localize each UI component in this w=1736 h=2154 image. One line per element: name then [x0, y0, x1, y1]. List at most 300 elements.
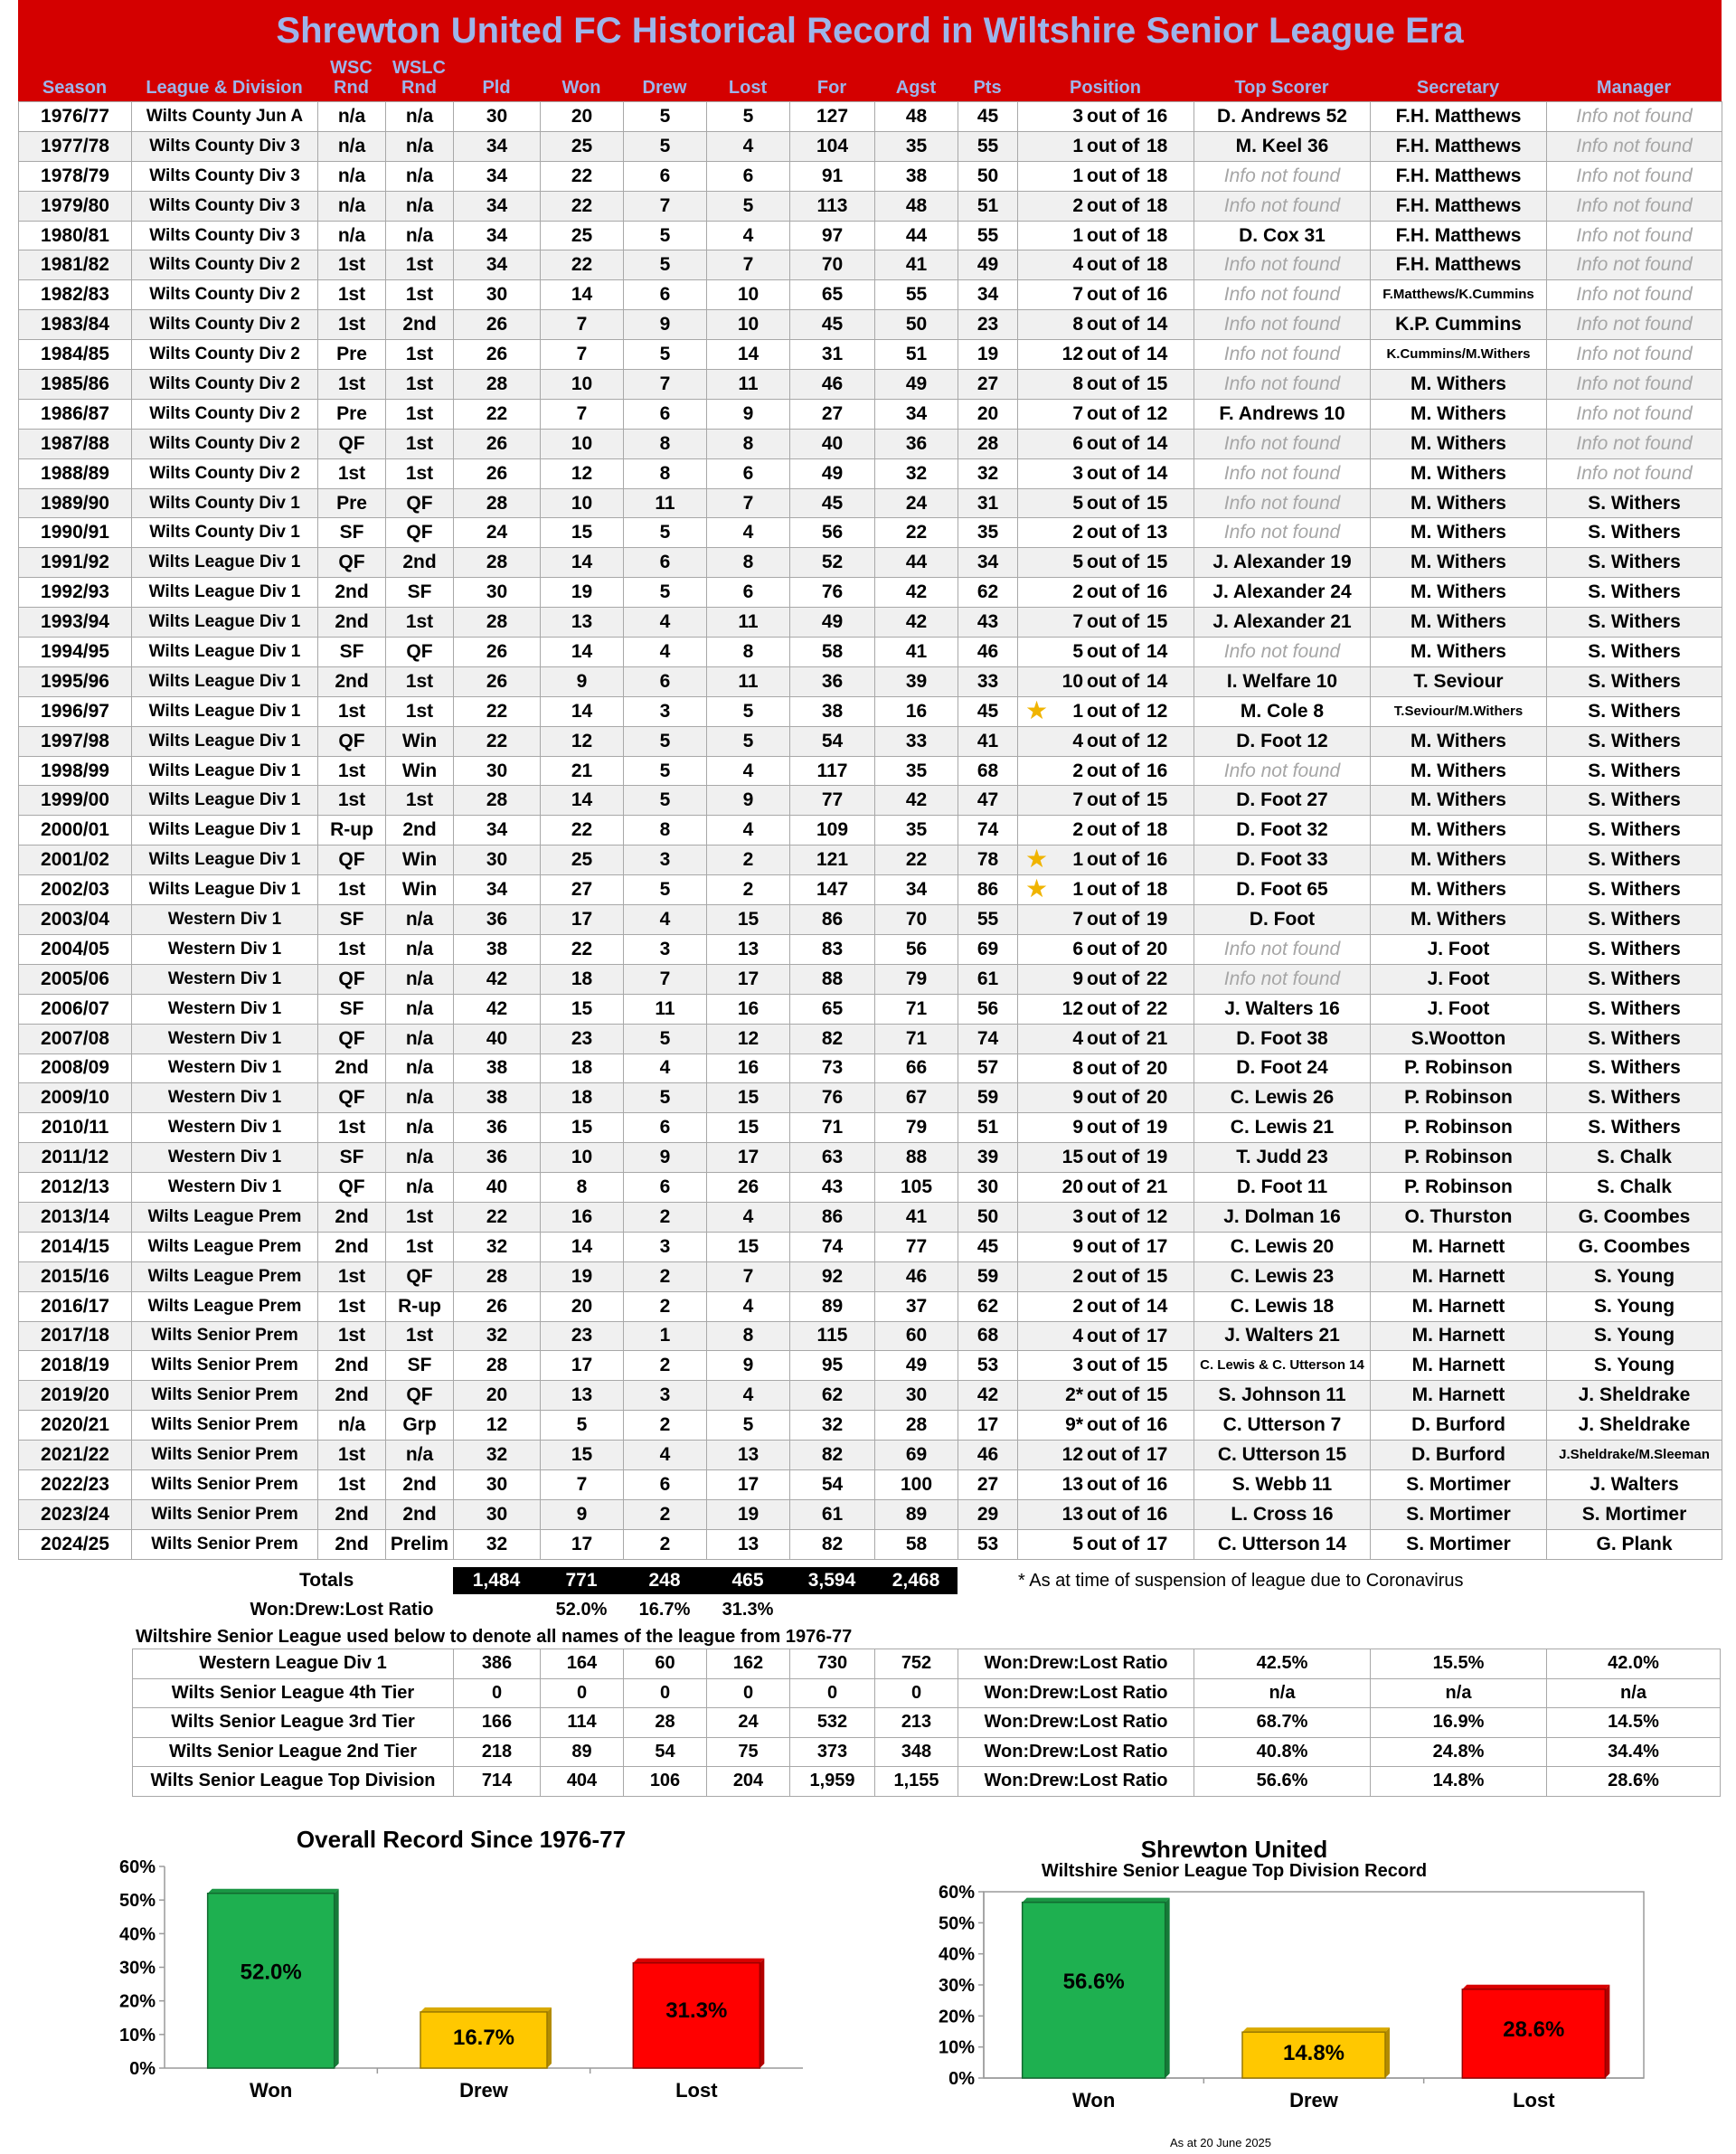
- cell-won: 13: [541, 1381, 624, 1411]
- cell-points: 62: [958, 578, 1018, 608]
- cell-manager: S. Withers: [1547, 964, 1722, 994]
- cell-season: 2006/07: [19, 994, 132, 1024]
- position-number: 10: [1061, 670, 1083, 692]
- summary-cell: 532: [790, 1708, 875, 1738]
- season-row: [19, 905, 1722, 935]
- cell-position: 9* out of 16: [1018, 1411, 1194, 1441]
- cell-won: 27: [541, 875, 624, 905]
- cell-wsc-round: 1st: [318, 1469, 386, 1499]
- cell-season: 2007/08: [19, 1024, 132, 1053]
- cell-league: Wilts League Div 1: [132, 578, 318, 608]
- cell-wsc-round: QF: [318, 726, 386, 756]
- cell-position: 13 out of 16: [1018, 1499, 1194, 1529]
- cell-secretary: M. Withers: [1371, 816, 1547, 846]
- cell-played: 26: [454, 638, 541, 667]
- season-row: [19, 846, 1722, 875]
- cell-wslc-round: 1st: [386, 666, 454, 696]
- cell-drew: 5: [624, 756, 707, 786]
- summary-cell: 162: [707, 1649, 790, 1679]
- cell-season: 1977/78: [19, 131, 132, 161]
- cell-goals-for: 65: [790, 994, 875, 1024]
- cell-league: Western Div 1: [132, 994, 318, 1024]
- cell-drew: 4: [624, 905, 707, 935]
- cell-secretary: K.Cummins/M.Withers: [1371, 340, 1547, 370]
- cell-secretary: M. Withers: [1371, 458, 1547, 488]
- summary-cell: 16.9%: [1371, 1708, 1547, 1738]
- bar-value-label: 16.7%: [452, 2025, 515, 2050]
- cell-top-scorer: J. Alexander 21: [1194, 608, 1371, 638]
- cell-drew: 5: [624, 1024, 707, 1053]
- summary-cell: Won:Drew:Lost Ratio: [958, 1649, 1194, 1679]
- position-number: 3: [1072, 1205, 1083, 1227]
- totals-note: * As at time of suspension of league due to Coronavirus: [1018, 1571, 1464, 1591]
- cell-season: 1994/95: [19, 638, 132, 667]
- cell-goals-against: 41: [875, 638, 958, 667]
- cell-secretary: F.H. Matthews: [1371, 191, 1547, 221]
- cell-wslc-round: 2nd: [386, 816, 454, 846]
- cell-points: 29: [958, 1499, 1018, 1529]
- cell-goals-for: 76: [790, 1083, 875, 1113]
- cell-lost: 4: [707, 816, 790, 846]
- cell-goals-against: 16: [875, 696, 958, 726]
- cell-wsc-round: 1st: [318, 1321, 386, 1351]
- cell-goals-against: 22: [875, 846, 958, 875]
- cell-lost: 9: [707, 1351, 790, 1381]
- cell-lost: 17: [707, 964, 790, 994]
- cell-won: 22: [541, 161, 624, 191]
- cell-lost: 13: [707, 1441, 790, 1470]
- cell-manager: Info not found: [1547, 102, 1722, 132]
- cell-wslc-round: 1st: [386, 340, 454, 370]
- bar-side: [335, 1889, 339, 2068]
- cell-played: 28: [454, 1351, 541, 1381]
- cell-league: Wilts League Div 1: [132, 875, 318, 905]
- cell-points: 55: [958, 905, 1018, 935]
- summary-cell: 1,155: [875, 1767, 958, 1797]
- summary-row: [133, 1678, 1721, 1708]
- cell-goals-for: 82: [790, 1529, 875, 1559]
- cell-secretary: P. Robinson: [1371, 1143, 1547, 1173]
- cell-position: 13 out of 16: [1018, 1469, 1194, 1499]
- cell-goals-against: 88: [875, 1143, 958, 1173]
- cell-goals-against: 41: [875, 1202, 958, 1232]
- position-out-of: out of: [1087, 1355, 1140, 1376]
- cell-wslc-round: n/a: [386, 1113, 454, 1143]
- cell-goals-for: 63: [790, 1143, 875, 1173]
- position-number: 1: [1072, 879, 1083, 901]
- season-row: [19, 1351, 1722, 1381]
- cell-won: 14: [541, 280, 624, 310]
- cell-top-scorer: Info not found: [1194, 488, 1371, 518]
- cell-drew: 4: [624, 608, 707, 638]
- cell-wsc-round: n/a: [318, 191, 386, 221]
- cell-manager: Info not found: [1547, 280, 1722, 310]
- cell-manager: S. Chalk: [1547, 1143, 1722, 1173]
- summary-cell: 40.8%: [1194, 1737, 1371, 1767]
- cell-league: Western Div 1: [132, 1143, 318, 1173]
- cell-secretary: F.H. Matthews: [1371, 102, 1547, 132]
- cell-wslc-round: 1st: [386, 370, 454, 400]
- cell-wslc-round: n/a: [386, 221, 454, 250]
- summary-row: [133, 1737, 1721, 1767]
- cell-played: 36: [454, 905, 541, 935]
- summary-cell: 28: [624, 1708, 707, 1738]
- summary-cell: 14.5%: [1547, 1708, 1721, 1738]
- cell-league: Western Div 1: [132, 934, 318, 964]
- cell-season: 2018/19: [19, 1351, 132, 1381]
- cell-won: 18: [541, 964, 624, 994]
- cell-secretary: P. Robinson: [1371, 1083, 1547, 1113]
- cell-lost: 9: [707, 786, 790, 816]
- cell-secretary: M. Withers: [1371, 578, 1547, 608]
- chart2-title: Shrewton United: [1140, 1836, 1328, 1863]
- y-tick-label: 50%: [938, 1913, 975, 1934]
- cell-wslc-round: QF: [386, 638, 454, 667]
- cell-wsc-round: SF: [318, 518, 386, 548]
- position-number: 9: [1072, 1235, 1083, 1257]
- cell-drew: 5: [624, 250, 707, 280]
- position-out-of: out of: [1087, 373, 1140, 395]
- cell-won: 7: [541, 399, 624, 429]
- cell-manager: S. Withers: [1547, 726, 1722, 756]
- cell-manager: Info not found: [1547, 161, 1722, 191]
- season-row: [19, 875, 1722, 905]
- position-out-of: out of: [1087, 254, 1140, 276]
- cell-league: Wilts Senior Prem: [132, 1469, 318, 1499]
- cell-position: ★ 1 out of 18: [1018, 875, 1194, 905]
- cell-manager: S. Withers: [1547, 1113, 1722, 1143]
- champion-star-icon: ★: [1025, 874, 1049, 903]
- cell-drew: 7: [624, 370, 707, 400]
- cell-goals-against: 38: [875, 161, 958, 191]
- season-row: [19, 786, 1722, 816]
- cell-goals-against: 30: [875, 1381, 958, 1411]
- position-out-of: out of: [1087, 700, 1140, 722]
- cell-position: 8 out of 15: [1018, 370, 1194, 400]
- cell-position: 2 out of 18: [1018, 191, 1194, 221]
- position-out-of: out of: [1087, 670, 1140, 692]
- cell-points: 28: [958, 429, 1018, 458]
- cell-won: 22: [541, 934, 624, 964]
- cell-points: 35: [958, 518, 1018, 548]
- y-tick-label: 30%: [118, 1958, 156, 1979]
- cell-goals-against: 67: [875, 1083, 958, 1113]
- summary-cell: 60: [624, 1649, 707, 1679]
- cell-goals-against: 24: [875, 488, 958, 518]
- position-out-of: out of: [1087, 462, 1140, 484]
- col-wsc-2: Rnd: [334, 78, 369, 98]
- cell-goals-against: 22: [875, 518, 958, 548]
- cell-manager: S. Withers: [1547, 875, 1722, 905]
- cell-secretary: P. Robinson: [1371, 1113, 1547, 1143]
- cell-season: 1991/92: [19, 548, 132, 578]
- cell-goals-for: 27: [790, 399, 875, 429]
- summary-cell: 42.5%: [1194, 1649, 1371, 1679]
- position-number: 1: [1072, 849, 1083, 871]
- cell-points: 69: [958, 934, 1018, 964]
- cell-secretary: M. Harnett: [1371, 1291, 1547, 1321]
- y-tick-label: 60%: [118, 1857, 156, 1877]
- cell-points: 20: [958, 399, 1018, 429]
- summary-cell: 348: [875, 1737, 958, 1767]
- cell-league: Wilts County Div 2: [132, 370, 318, 400]
- cell-won: 15: [541, 1441, 624, 1470]
- cell-manager: Info not found: [1547, 250, 1722, 280]
- cell-won: 7: [541, 310, 624, 340]
- cell-secretary: M. Withers: [1371, 846, 1547, 875]
- cell-league: Wilts Senior Prem: [132, 1381, 318, 1411]
- col-wslc-2: Rnd: [401, 78, 437, 98]
- totals-label: Totals: [299, 1570, 354, 1591]
- champion-star-icon: ★: [1025, 696, 1049, 724]
- cell-points: 45: [958, 102, 1018, 132]
- cell-top-scorer: Info not found: [1194, 340, 1371, 370]
- position-out-of: out of: [1087, 1117, 1140, 1138]
- cell-lost: 4: [707, 221, 790, 250]
- cell-manager: S. Chalk: [1547, 1173, 1722, 1203]
- cell-goals-against: 71: [875, 994, 958, 1024]
- cell-manager: G. Coombes: [1547, 1202, 1722, 1232]
- cell-goals-against: 79: [875, 1113, 958, 1143]
- cell-goals-for: 73: [790, 1053, 875, 1083]
- cell-goals-for: 89: [790, 1291, 875, 1321]
- cell-position: 5 out of 17: [1018, 1529, 1194, 1559]
- cell-manager: Info not found: [1547, 131, 1722, 161]
- cell-goals-for: 49: [790, 458, 875, 488]
- cell-wslc-round: n/a: [386, 1053, 454, 1083]
- cell-won: 20: [541, 102, 624, 132]
- cell-manager: S. Withers: [1547, 518, 1722, 548]
- cell-top-scorer: J. Alexander 19: [1194, 548, 1371, 578]
- cell-season: 1987/88: [19, 429, 132, 458]
- cell-points: 62: [958, 1291, 1018, 1321]
- cell-top-scorer: D. Foot 12: [1194, 726, 1371, 756]
- cell-top-scorer: D. Foot 24: [1194, 1053, 1371, 1083]
- cell-league: Wilts League Div 1: [132, 756, 318, 786]
- cell-top-scorer: C. Lewis 26: [1194, 1083, 1371, 1113]
- cell-drew: 5: [624, 131, 707, 161]
- cell-won: 8: [541, 1173, 624, 1203]
- cell-played: 22: [454, 399, 541, 429]
- cell-secretary: J. Foot: [1371, 934, 1547, 964]
- position-number: 5: [1072, 552, 1083, 573]
- cell-won: 23: [541, 1321, 624, 1351]
- x-tick-label: Lost: [675, 2079, 718, 2102]
- cell-played: 42: [454, 994, 541, 1024]
- summary-table: [132, 1649, 1721, 1797]
- cell-goals-against: 44: [875, 221, 958, 250]
- cell-season: 2010/11: [19, 1113, 132, 1143]
- position-out-of: out of: [1087, 760, 1140, 781]
- cell-season: 1976/77: [19, 102, 132, 132]
- cell-lost: 15: [707, 1083, 790, 1113]
- cell-wsc-round: Pre: [318, 399, 386, 429]
- cell-position: 7 out of 19: [1018, 905, 1194, 935]
- cell-drew: 5: [624, 102, 707, 132]
- cell-drew: 3: [624, 934, 707, 964]
- cell-position: 7 out of 12: [1018, 399, 1194, 429]
- cell-lost: 2: [707, 875, 790, 905]
- cell-played: 30: [454, 578, 541, 608]
- cell-season: 2005/06: [19, 964, 132, 994]
- cell-wslc-round: 1st: [386, 1232, 454, 1261]
- cell-manager: J. Sheldrake: [1547, 1411, 1722, 1441]
- cell-drew: 3: [624, 1381, 707, 1411]
- cell-top-scorer: D. Andrews 52: [1194, 102, 1371, 132]
- cell-played: 30: [454, 1469, 541, 1499]
- cell-league: Wilts League Div 1: [132, 696, 318, 726]
- cell-wslc-round: 1st: [386, 696, 454, 726]
- cell-points: 46: [958, 1441, 1018, 1470]
- cell-lost: 7: [707, 488, 790, 518]
- totals-won: 771: [540, 1567, 623, 1594]
- cell-won: 20: [541, 1291, 624, 1321]
- cell-goals-for: 62: [790, 1381, 875, 1411]
- cell-secretary: S. Mortimer: [1371, 1469, 1547, 1499]
- cell-position: 9 out of 19: [1018, 1113, 1194, 1143]
- position-number: 13: [1061, 1473, 1083, 1495]
- position-out-of: out of: [1087, 968, 1140, 989]
- season-row: [19, 578, 1722, 608]
- summary-cell: n/a: [1547, 1678, 1721, 1708]
- cell-top-scorer: S. Johnson 11: [1194, 1381, 1371, 1411]
- cell-top-scorer: C. Utterson 14: [1194, 1529, 1371, 1559]
- season-row: [19, 1469, 1722, 1499]
- cell-season: 1986/87: [19, 399, 132, 429]
- cell-league: Wilts League Div 1: [132, 846, 318, 875]
- cell-manager: S. Withers: [1547, 608, 1722, 638]
- cell-won: 18: [541, 1083, 624, 1113]
- position-out-of: out of: [1087, 849, 1140, 871]
- cell-secretary: M. Harnett: [1371, 1351, 1547, 1381]
- cell-played: 22: [454, 1202, 541, 1232]
- position-number: 1: [1072, 135, 1083, 156]
- cell-league: Western Div 1: [132, 964, 318, 994]
- cell-won: 14: [541, 638, 624, 667]
- season-row: [19, 488, 1722, 518]
- cell-wsc-round: QF: [318, 1173, 386, 1203]
- cell-manager: S. Withers: [1547, 846, 1722, 875]
- cell-season: 2011/12: [19, 1143, 132, 1173]
- position-number: 12: [1061, 344, 1083, 365]
- cell-wsc-round: 1st: [318, 250, 386, 280]
- cell-league: Wilts League Div 1: [132, 548, 318, 578]
- cell-wsc-round: 1st: [318, 1291, 386, 1321]
- cell-league: Wilts League Prem: [132, 1261, 318, 1291]
- cell-position: 3 out of 12: [1018, 1202, 1194, 1232]
- y-tick-label: 20%: [938, 2007, 975, 2027]
- summary-cell: 89: [541, 1737, 624, 1767]
- position-number: 7: [1072, 284, 1083, 306]
- cell-points: 27: [958, 370, 1018, 400]
- cell-points: 45: [958, 696, 1018, 726]
- cell-won: 14: [541, 1232, 624, 1261]
- cell-drew: 4: [624, 638, 707, 667]
- cell-goals-against: 58: [875, 1529, 958, 1559]
- cell-goals-for: 113: [790, 191, 875, 221]
- cell-league: Wilts League Prem: [132, 1291, 318, 1321]
- cell-secretary: M. Harnett: [1371, 1261, 1547, 1291]
- cell-top-scorer: T. Judd 23: [1194, 1143, 1371, 1173]
- cell-season: 1997/98: [19, 726, 132, 756]
- cell-drew: 11: [624, 994, 707, 1024]
- cell-goals-against: 49: [875, 1351, 958, 1381]
- cell-lost: 19: [707, 1499, 790, 1529]
- cell-won: 22: [541, 816, 624, 846]
- cell-position: 4 out of 17: [1018, 1321, 1194, 1351]
- cell-lost: 5: [707, 726, 790, 756]
- cell-position: 7 out of 15: [1018, 608, 1194, 638]
- cell-played: 28: [454, 1261, 541, 1291]
- col-secretary: Secretary: [1416, 78, 1500, 98]
- cell-lost: 6: [707, 578, 790, 608]
- cell-secretary: D. Burford: [1371, 1441, 1547, 1470]
- cell-drew: 9: [624, 1143, 707, 1173]
- cell-goals-against: 37: [875, 1291, 958, 1321]
- cell-manager: S. Young: [1547, 1351, 1722, 1381]
- cell-won: 22: [541, 250, 624, 280]
- cell-played: 28: [454, 370, 541, 400]
- cell-season: 1989/90: [19, 488, 132, 518]
- cell-won: 25: [541, 846, 624, 875]
- cell-drew: 6: [624, 161, 707, 191]
- summary-cell: n/a: [1371, 1678, 1547, 1708]
- cell-wslc-round: n/a: [386, 102, 454, 132]
- col-top-scorer: Top Scorer: [1234, 78, 1329, 98]
- cell-manager: S. Withers: [1547, 488, 1722, 518]
- cell-wsc-round: 2nd: [318, 1499, 386, 1529]
- cell-position: 9 out of 17: [1018, 1232, 1194, 1261]
- cell-league: Wilts League Div 1: [132, 608, 318, 638]
- position-out-of: out of: [1087, 1027, 1140, 1049]
- cell-season: 1981/82: [19, 250, 132, 280]
- summary-cell: 218: [454, 1737, 541, 1767]
- cell-manager: G. Plank: [1547, 1529, 1722, 1559]
- cell-points: 41: [958, 726, 1018, 756]
- cell-goals-for: 46: [790, 370, 875, 400]
- cell-wslc-round: QF: [386, 488, 454, 518]
- cell-manager: Info not found: [1547, 429, 1722, 458]
- position-out-of: out of: [1087, 314, 1140, 335]
- cell-goals-against: 34: [875, 399, 958, 429]
- cell-won: 19: [541, 578, 624, 608]
- cell-secretary: M. Withers: [1371, 875, 1547, 905]
- cell-top-scorer: D. Cox 31: [1194, 221, 1371, 250]
- cell-wsc-round: 1st: [318, 696, 386, 726]
- cell-season: 1983/84: [19, 310, 132, 340]
- cell-lost: 8: [707, 1321, 790, 1351]
- cell-league: Wilts County Div 3: [132, 191, 318, 221]
- position-out-of: out of: [1087, 581, 1140, 603]
- cell-top-scorer: C. Lewis 23: [1194, 1261, 1371, 1291]
- cell-league: Wilts County Div 1: [132, 488, 318, 518]
- cell-position: 5 out of 15: [1018, 488, 1194, 518]
- position-out-of: out of: [1087, 402, 1140, 424]
- cell-drew: 6: [624, 399, 707, 429]
- cell-points: 43: [958, 608, 1018, 638]
- season-row: [19, 548, 1722, 578]
- cell-wsc-round: 2nd: [318, 1053, 386, 1083]
- season-row: [19, 1113, 1722, 1143]
- cell-wslc-round: Win: [386, 846, 454, 875]
- cell-lost: 4: [707, 756, 790, 786]
- cell-won: 16: [541, 1202, 624, 1232]
- cell-points: 51: [958, 191, 1018, 221]
- cell-secretary: S. Mortimer: [1371, 1499, 1547, 1529]
- cell-manager: S. Withers: [1547, 816, 1722, 846]
- cell-wsc-round: 1st: [318, 786, 386, 816]
- cell-manager: Info not found: [1547, 340, 1722, 370]
